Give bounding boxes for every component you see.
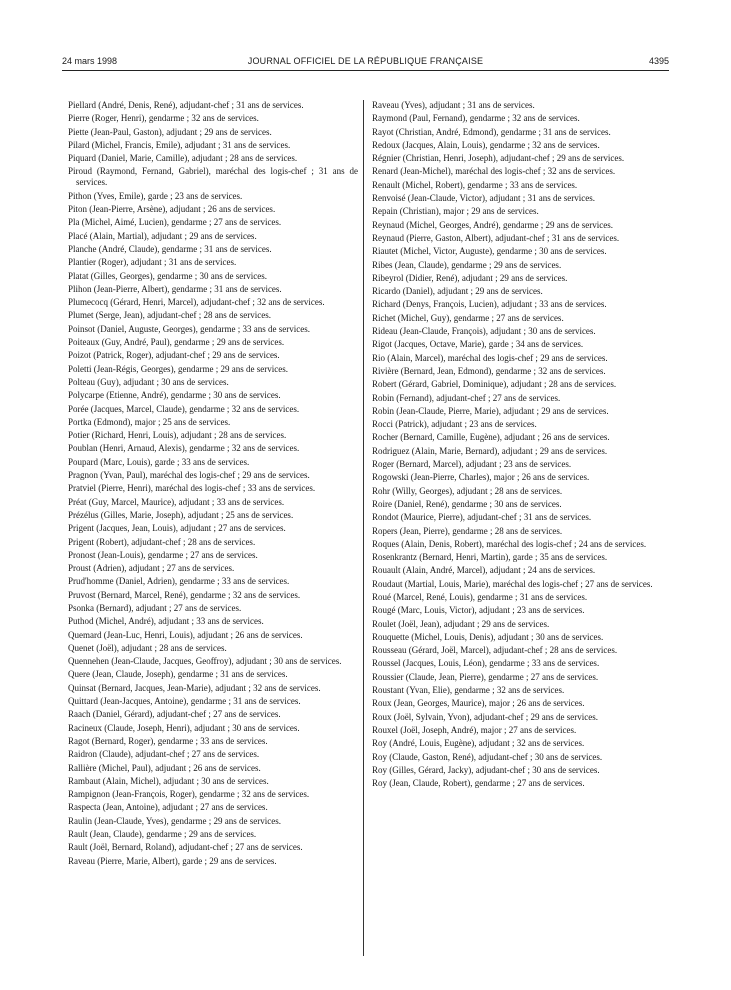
list-item: Puthod (Michel, André), adjudant ; 33 ans de services. xyxy=(68,616,264,627)
list-item: Reynaud (Michel, Georges, André), gendarme ; 29 ans de services. xyxy=(372,219,614,230)
list-item: Plumet (Serge, Jean), adjudant-chef ; 28 ans de services. xyxy=(68,310,272,321)
list-item: Plantier (Roger), adjudant ; 31 ans de services. xyxy=(68,257,237,268)
list-item: Roy (Jean, Claude, Robert), gendarme ; 27 ans de services. xyxy=(372,778,585,789)
list-item: Raymond (Paul, Fernand), gendarme ; 32 ans de services. xyxy=(372,113,580,124)
list-item: Roire (Daniel, René), gendarme ; 30 ans de services. xyxy=(372,498,562,509)
list-item: Régnier (Christian, Henri, Joseph), adjudant-chef ; 29 ans de services. xyxy=(372,153,625,164)
header-rule xyxy=(62,70,669,71)
list-item: Roger (Bernard, Marcel), adjudant ; 23 ans de services. xyxy=(372,459,572,470)
header-title: JOURNAL OFFICIEL DE LA RÉPUBLIQUE FRANÇAISE xyxy=(247,56,484,66)
list-item: Potier (Richard, Henri, Louis), adjudant ; 28 ans de services. xyxy=(68,430,287,441)
list-item: Roustant (Yvan, Elie), gendarme ; 32 ans de services. xyxy=(372,685,565,696)
list-item: Ricardo (Daniel), adjudant ; 29 ans de services. xyxy=(372,286,543,297)
list-item: Raach (Daniel, Gérard), adjudant-chef ; 27 ans de services. xyxy=(68,709,281,720)
list-item: Rio (Alain, Marcel), maréchal des logis-chef ; 29 ans de services. xyxy=(372,352,608,363)
list-item: Poinsot (Daniel, Auguste, Georges), gendarme ; 33 ans de services. xyxy=(68,323,311,334)
list-item: Placé (Alain, Martial), adjudant ; 29 ans de services. xyxy=(68,230,257,241)
list-item: Rigot (Jacques, Octave, Marie), garde ; 34 ans de services. xyxy=(372,339,584,350)
list-item: Quenet (Joël), adjudant ; 28 ans de services. xyxy=(68,642,227,653)
list-item: Rivière (Bernard, Jean, Edmond), gendarme ; 32 ans de services. xyxy=(372,365,606,376)
list-item: Ropers (Jean, Pierre), gendarme ; 28 ans de services. xyxy=(372,525,563,536)
list-item: Rodriguez (Alain, Marie, Bernard), adjudant ; 29 ans de services. xyxy=(372,445,608,456)
list-item: Rault (Joël, Bernard, Roland), adjudant-chef ; 27 ans de services. xyxy=(68,842,303,853)
list-item: Prézélus (Gilles, Marie, Joseph), adjudant ; 25 ans de services. xyxy=(68,509,294,520)
list-item: Porée (Jacques, Marcel, Claude), gendarme ; 32 ans de services. xyxy=(68,403,300,414)
list-item: Ribes (Jean, Claude), gendarme ; 29 ans de services. xyxy=(372,259,562,270)
list-item: Plumecocq (Gérard, Henri, Marcel), adjudant-chef ; 32 ans de services. xyxy=(68,297,325,308)
list-item: Roux (Joël, Sylvain, Yvon), adjudant-chef ; 29 ans de services. xyxy=(372,711,598,722)
list-item: Platat (Gilles, Georges), gendarme ; 30 ans de services. xyxy=(68,270,268,281)
list-item: Rallière (Michel, Paul), adjudant ; 26 ans de services. xyxy=(68,762,261,773)
list-item: Pragnon (Yvan, Paul), maréchal des logis-chef ; 29 ans de services. xyxy=(68,470,310,481)
list-item: Rousseau (Gérard, Joël, Marcel), adjudant-chef ; 28 ans de services. xyxy=(372,645,618,656)
list-item: Ribeyrol (Didier, René), adjudant ; 29 ans de services. xyxy=(372,272,568,283)
list-item: Prigent (Jacques, Jean, Louis), adjudant ; 27 ans de services. xyxy=(68,523,286,534)
list-item: Renvoisé (Jean-Claude, Victor), adjudant ; 31 ans de services. xyxy=(372,193,595,204)
list-item: Rondot (Maurice, Pierre), adjudant-chef ; 31 ans de services. xyxy=(372,512,592,523)
list-item: Pronost (Jean-Louis), gendarme ; 27 ans de services. xyxy=(68,549,258,560)
list-item: Rouault (Alain, André, Marcel), adjudant ; 24 ans de services. xyxy=(372,565,596,576)
list-item: Psonka (Bernard), adjudant ; 27 ans de services. xyxy=(68,602,242,613)
list-item: Raspecta (Jean, Antoine), adjudant ; 27 ans de services. xyxy=(68,802,268,813)
left-column xyxy=(68,100,358,869)
list-item: Roy (André, Louis, Eugène), adjudant ; 32 ans de services. xyxy=(372,738,585,749)
list-item: Poizot (Patrick, Roger), adjudant-chef ; 29 ans de services. xyxy=(68,350,280,361)
list-item: Redoux (Jacques, Alain, Louis), gendarme ; 32 ans de services. xyxy=(372,139,600,150)
list-item: Rouxel (Joël, Joseph, André), major ; 27 ans de services. xyxy=(372,724,577,735)
list-item: Roy (Gilles, Gérard, Jacky), adjudant-chef ; 30 ans de services. xyxy=(372,764,600,775)
list-item: Raveau (Yves), adjudant ; 31 ans de services. xyxy=(372,100,535,110)
list-item: Rosenkrantz (Bernard, Henri, Martin), garde ; 35 ans de services. xyxy=(372,552,608,563)
list-item: Polteau (Guy), adjudant ; 30 ans de services. xyxy=(68,376,229,387)
list-item: Poiteaux (Guy, André, Paul), gendarme ; 29 ans de services. xyxy=(68,337,285,348)
list-item: Pratviel (Pierre, Henri), maréchal des logis-chef ; 33 ans de services. xyxy=(68,483,316,494)
list-item: Roulet (Joël, Jean), adjudant ; 29 ans de services. xyxy=(372,618,550,629)
list-item: Rampignon (Jean-François, Roger), gendarme ; 32 ans de services. xyxy=(68,789,310,800)
list-item: Rocher (Bernard, Camille, Eugène), adjudant ; 26 ans de services. xyxy=(372,432,610,443)
list-item: Préat (Guy, Marcel, Maurice), adjudant ; 33 ans de services. xyxy=(68,496,285,507)
list-item: Piette (Jean-Paul, Gaston), adjudant ; 29 ans de services. xyxy=(68,126,272,137)
list-item: Quinsat (Bernard, Jacques, Jean-Marie), adjudant ; 32 ans de services. xyxy=(68,682,321,693)
list-item: Raveau (Pierre, Marie, Albert), garde ; 29 ans de services. xyxy=(68,855,277,866)
list-item: Roux (Jean, Georges, Maurice), major ; 26 ans de services. xyxy=(372,698,585,709)
list-item: Reynaud (Pierre, Gaston, Albert), adjudant-chef ; 31 ans de services. xyxy=(372,232,620,243)
list-item: Richet (Michel, Guy), gendarme ; 27 ans de services. xyxy=(372,312,564,323)
list-item: Richard (Denys, François, Lucien), adjudant ; 33 ans de services. xyxy=(372,299,607,310)
list-item: Raulin (Jean-Claude, Yves), gendarme ; 29 ans de services. xyxy=(68,815,281,826)
list-item: Pruvost (Bernard, Marcel, René), gendarme ; 32 ans de services. xyxy=(68,589,301,600)
list-item: Quennehen (Jean-Claude, Jacques, Geoffroy), adjudant ; 30 ans de services. xyxy=(68,656,342,667)
list-item: Renault (Michel, Robert), gendarme ; 33 ans de services. xyxy=(372,179,578,190)
list-item: Poletti (Jean-Régis, Georges), gendarme ; 29 ans de services. xyxy=(68,363,289,374)
list-item: Polycarpe (Etienne, André), gendarme ; 30 ans de services. xyxy=(68,390,281,401)
list-item: Poupard (Marc, Louis), garde ; 33 ans de services. xyxy=(68,456,250,467)
list-item: Ragot (Bernard, Roger), gendarme ; 33 ans de services. xyxy=(68,735,268,746)
list-item: Robert (Gérard, Gabriel, Dominique), adjudant ; 28 ans de services. xyxy=(372,379,617,390)
list-item: Roy (Claude, Gaston, René), adjudant-chef ; 30 ans de services. xyxy=(372,751,603,762)
list-item: Rogowski (Jean-Pierre, Charles), major ; 26 ans de services. xyxy=(372,472,590,483)
list-item: Riautet (Michel, Victor, Auguste), gendarme ; 30 ans de services. xyxy=(372,246,607,257)
page-number: 4395 xyxy=(648,56,669,66)
list-item: Poublan (Henri, Arnaud, Alexis), gendarme ; 32 ans de services. xyxy=(68,443,300,454)
list-item: Roussier (Claude, Jean, Pierre), gendarme ; 27 ans de services. xyxy=(372,671,599,682)
list-item: Piellard (André, Denis, René), adjudant-chef ; 31 ans de services. xyxy=(68,100,304,110)
list-item: Roques (Alain, Denis, Robert), maréchal des logis-chef ; 24 ans de services. xyxy=(372,538,647,549)
list-item: Quittard (Jean-Jacques, Antoine), gendarme ; 31 ans de services. xyxy=(68,696,301,707)
list-item: Rayot (Christian, André, Edmond), gendarme ; 31 ans de services. xyxy=(372,126,611,137)
list-item: Piquard (Daniel, Marie, Camille), adjudant ; 28 ans de services. xyxy=(68,153,298,164)
list-item: Roué (Marcel, René, Louis), gendarme ; 31 ans de services. xyxy=(372,591,588,602)
list-item: Rideau (Jean-Claude, François), adjudant ; 30 ans de services. xyxy=(372,326,596,337)
list-item: Quere (Jean, Claude, Joseph), gendarme ; 31 ans de services. xyxy=(68,669,288,680)
list-item: Raidron (Claude), adjudant-chef ; 27 ans de services. xyxy=(68,749,260,760)
list-item: Renard (Jean-Michel), maréchal des logis-chef ; 32 ans de services. xyxy=(372,166,616,177)
list-item: Piroud (Raymond, Fernand, Gabriel), maréchal des logis-chef ; 31 ans de services. xyxy=(68,166,358,188)
list-item: Pithon (Yves, Emile), garde ; 23 ans de services. xyxy=(68,190,243,201)
list-item: Repain (Christian), major ; 29 ans de services. xyxy=(372,206,539,217)
list-item: Rambaut (Alain, Michel), adjudant ; 30 ans de services. xyxy=(68,775,269,786)
column-divider xyxy=(363,100,364,956)
right-column xyxy=(372,100,662,791)
list-item: Piton (Jean-Pierre, Arsène), adjudant ; 26 ans de services. xyxy=(68,204,276,215)
list-item: Rault (Jean, Claude), gendarme ; 29 ans de services. xyxy=(68,829,257,840)
list-item: Robin (Fernand), adjudant-chef ; 27 ans de services. xyxy=(372,392,561,403)
list-item: Rocci (Patrick), adjudant ; 23 ans de services. xyxy=(372,419,537,430)
list-item: Rohr (Willy, Georges), adjudant ; 28 ans de services. xyxy=(372,485,563,496)
list-item: Roussel (Jacques, Louis, Léon), gendarme ; 33 ans de services. xyxy=(372,658,600,669)
list-item: Rouquette (Michel, Louis, Denis), adjudant ; 30 ans de services. xyxy=(372,631,604,642)
list-item: Racineux (Claude, Joseph, Henri), adjudant ; 30 ans de services. xyxy=(68,722,300,733)
list-item: Roudaut (Martial, Louis, Marie), maréchal des logis-chef ; 27 ans de services. xyxy=(372,578,653,589)
list-item: Prud'homme (Daniel, Adrien), gendarme ; 33 ans de services. xyxy=(68,576,290,587)
list-item: Pla (Michel, Aimé, Lucien), gendarme ; 27 ans de services. xyxy=(68,217,282,228)
header-date: 24 mars 1998 xyxy=(62,56,118,66)
list-item: Pilard (Michel, Francis, Emile), adjudant ; 31 ans de services. xyxy=(68,139,291,150)
list-item: Prigent (Robert), adjudant-chef ; 28 ans de services. xyxy=(68,536,256,547)
list-item: Rougé (Marc, Louis, Victor), adjudant ; 23 ans de services. xyxy=(372,605,585,616)
list-item: Robin (Jean-Claude, Pierre, Marie), adjudant ; 29 ans de services. xyxy=(372,405,609,416)
list-item: Quemard (Jean-Luc, Henri, Louis), adjudant ; 26 ans de services. xyxy=(68,629,303,640)
list-item: Plihon (Jean-Pierre, Albert), gendarme ; 31 ans de services. xyxy=(68,283,282,294)
list-item: Pierre (Roger, Henri), gendarme ; 32 ans de services. xyxy=(68,113,259,124)
list-item: Portka (Edmond), major ; 25 ans de services. xyxy=(68,416,231,427)
list-item: Proust (Adrien), adjudant ; 27 ans de services. xyxy=(68,563,235,574)
list-item: Planche (André, Claude), gendarme ; 31 ans de services. xyxy=(68,243,272,254)
